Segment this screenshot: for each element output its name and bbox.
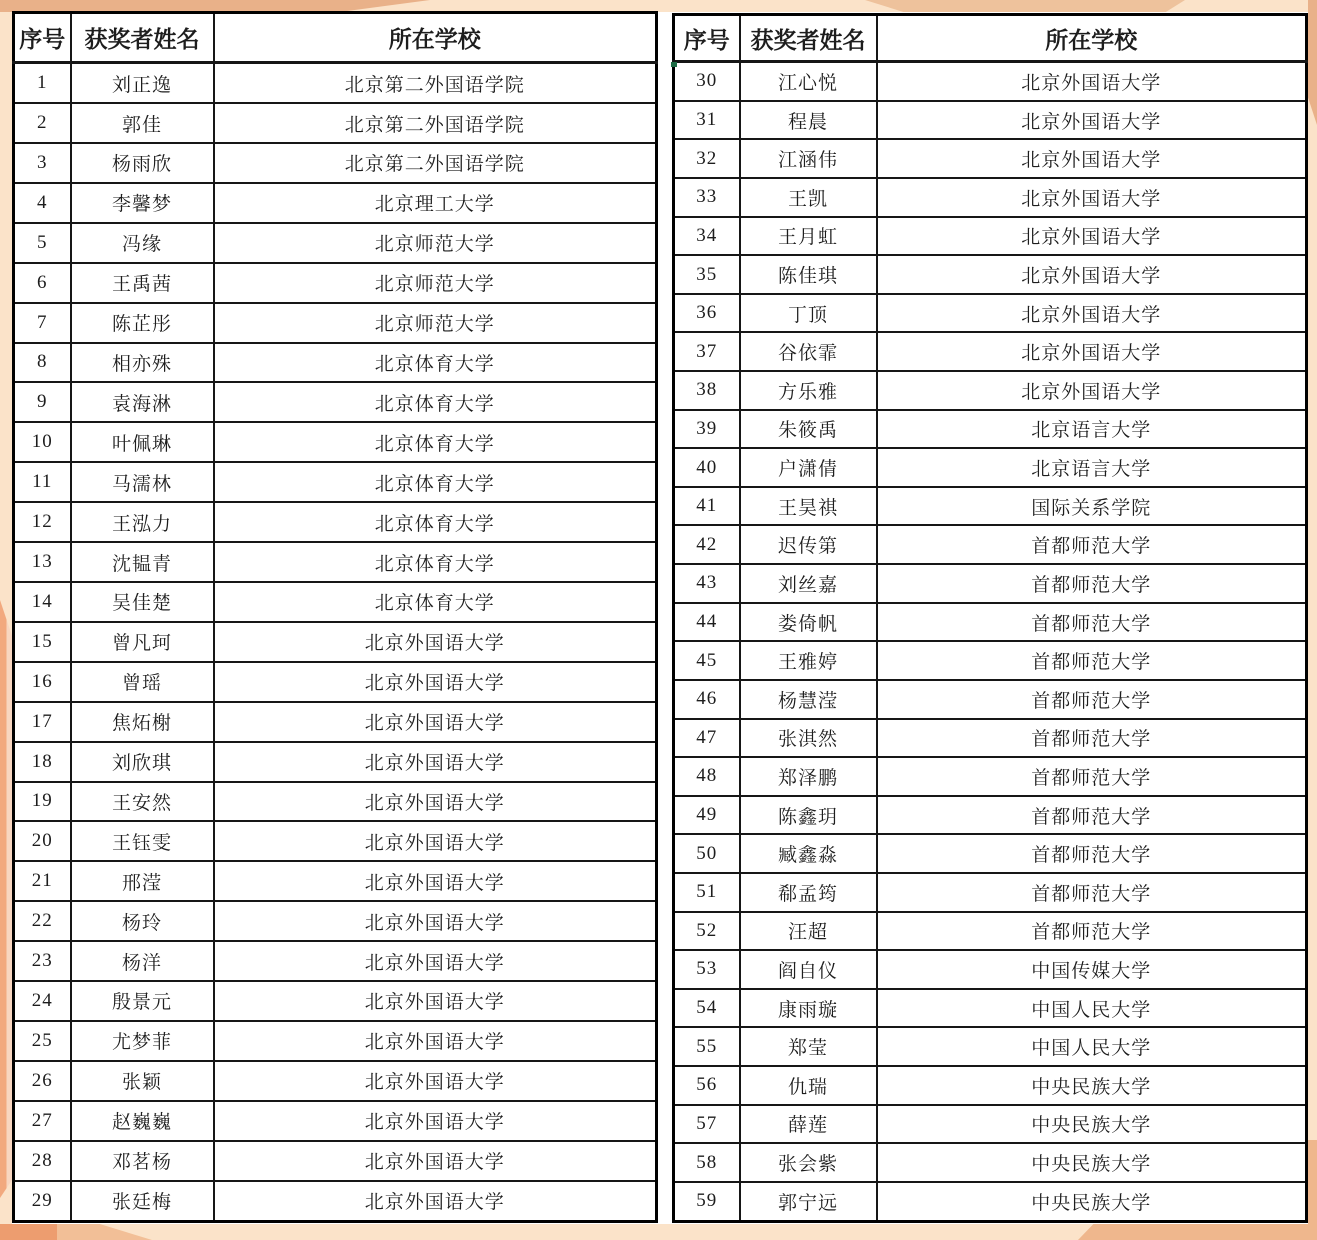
winner-name-cell: 杨玲 (71, 901, 214, 941)
row-number-cell: 28 (14, 1141, 71, 1181)
table-row (14, 542, 657, 582)
school-cell: 首都师范大学 (877, 873, 1307, 912)
school-cell: 北京外国语大学 (214, 622, 657, 662)
school-cell: 北京外国语大学 (214, 1181, 657, 1222)
table-row (14, 63, 657, 104)
school-cell: 北京师范大学 (214, 223, 657, 263)
winner-name-cell: 焦炻榭 (71, 702, 214, 742)
school-cell: 首都师范大学 (877, 912, 1307, 951)
winner-name-cell: 王泓力 (71, 502, 214, 542)
table-row (674, 719, 1307, 758)
table-row (14, 502, 657, 542)
table-row (674, 487, 1307, 526)
row-number-cell: 2 (14, 103, 71, 143)
school-cell: 北京外国语大学 (214, 901, 657, 941)
table-row (674, 1143, 1307, 1182)
winner-name-cell: 张廷梅 (71, 1181, 214, 1222)
row-number-cell: 8 (14, 343, 71, 383)
winner-name-cell: 汪超 (740, 912, 877, 951)
table-row (14, 582, 657, 622)
row-number-cell: 30 (674, 62, 740, 101)
row-number-cell: 42 (674, 525, 740, 564)
school-cell: 北京外国语大学 (877, 101, 1307, 140)
row-number-cell: 16 (14, 662, 71, 702)
school-cell: 首都师范大学 (877, 525, 1307, 564)
row-number-cell: 36 (674, 294, 740, 333)
row-number-cell: 52 (674, 912, 740, 951)
school-cell: 北京外国语大学 (877, 294, 1307, 333)
school-cell: 北京外国语大学 (214, 1141, 657, 1181)
row-number-cell: 25 (14, 1021, 71, 1061)
school-cell: 北京体育大学 (214, 422, 657, 462)
row-number-cell: 41 (674, 487, 740, 526)
winner-name-cell: 张颖 (71, 1061, 214, 1101)
school-cell: 北京外国语大学 (214, 1101, 657, 1141)
table-row (674, 410, 1307, 449)
table-row (674, 139, 1307, 178)
school-cell: 北京外国语大学 (214, 821, 657, 861)
row-number-cell: 45 (674, 641, 740, 680)
table-row (674, 1027, 1307, 1066)
row-number-cell: 56 (674, 1066, 740, 1105)
winner-name-cell: 吴佳楚 (71, 582, 214, 622)
winner-name-cell: 郑莹 (740, 1027, 877, 1066)
row-number-cell: 22 (14, 901, 71, 941)
school-cell: 北京体育大学 (214, 502, 657, 542)
header-index: 序号 (14, 13, 71, 63)
winner-name-cell: 薛莲 (740, 1105, 877, 1144)
table-row (674, 1105, 1307, 1144)
row-number-cell: 15 (14, 622, 71, 662)
row-number-cell: 21 (14, 861, 71, 901)
school-cell: 北京体育大学 (214, 343, 657, 383)
table-row (14, 901, 657, 941)
winner-name-cell: 邓茗杨 (71, 1141, 214, 1181)
school-cell: 北京第二外国语学院 (214, 63, 657, 104)
table-row (674, 603, 1307, 642)
school-cell: 北京外国语大学 (214, 742, 657, 782)
school-cell: 北京外国语大学 (877, 139, 1307, 178)
winner-name-cell: 王凯 (740, 178, 877, 217)
row-number-cell: 38 (674, 371, 740, 410)
row-number-cell: 49 (674, 796, 740, 835)
table-row (674, 62, 1307, 101)
winners-table-left (12, 11, 658, 1223)
row-number-cell: 48 (674, 757, 740, 796)
table-row (14, 382, 657, 422)
table-row (674, 1066, 1307, 1105)
row-number-cell: 33 (674, 178, 740, 217)
winner-name-cell: 娄倚帆 (740, 603, 877, 642)
row-number-cell: 18 (14, 742, 71, 782)
row-number-cell: 51 (674, 873, 740, 912)
winner-name-cell: 陈佳琪 (740, 255, 877, 294)
winner-name-cell: 江心悦 (740, 62, 877, 101)
winner-name-cell: 臧鑫淼 (740, 834, 877, 873)
winner-name-cell: 杨雨欣 (71, 143, 214, 183)
school-cell: 北京外国语大学 (214, 702, 657, 742)
school-cell: 中国人民大学 (877, 989, 1307, 1028)
table-row (14, 143, 657, 183)
table-row (14, 1061, 657, 1101)
school-cell: 北京外国语大学 (214, 782, 657, 822)
school-cell: 北京外国语大学 (214, 1061, 657, 1101)
winner-name-cell: 杨洋 (71, 941, 214, 981)
winner-name-cell: 刘欣琪 (71, 742, 214, 782)
school-cell: 首都师范大学 (877, 757, 1307, 796)
row-number-cell: 4 (14, 183, 71, 223)
winner-name-cell: 刘丝嘉 (740, 564, 877, 603)
row-number-cell: 3 (14, 143, 71, 183)
winner-name-cell: 阎自仪 (740, 950, 877, 989)
school-cell: 北京第二外国语学院 (214, 143, 657, 183)
table-row (14, 462, 657, 502)
table-row (674, 525, 1307, 564)
winner-name-cell: 朱筱禹 (740, 410, 877, 449)
row-number-cell: 23 (14, 941, 71, 981)
row-number-cell: 37 (674, 332, 740, 371)
row-number-cell: 50 (674, 834, 740, 873)
winner-name-cell: 王钰雯 (71, 821, 214, 861)
winner-name-cell: 迟传第 (740, 525, 877, 564)
school-cell: 中国传媒大学 (877, 950, 1307, 989)
winner-name-cell: 殷景元 (71, 981, 214, 1021)
decor-wedge-bottom-right (1060, 1224, 1317, 1240)
winner-name-cell: 郭宁远 (740, 1182, 877, 1222)
header-row (14, 13, 657, 63)
table-row (14, 263, 657, 303)
school-cell: 北京外国语大学 (877, 217, 1307, 256)
row-number-cell: 34 (674, 217, 740, 256)
table-row (674, 448, 1307, 487)
winner-name-cell: 曾瑶 (71, 662, 214, 702)
school-cell: 北京外国语大学 (214, 941, 657, 981)
row-number-cell: 12 (14, 502, 71, 542)
header-winner-name: 获奖者姓名 (71, 13, 214, 63)
table-row (14, 821, 657, 861)
table-row (14, 183, 657, 223)
row-number-cell: 20 (14, 821, 71, 861)
school-cell: 北京外国语大学 (877, 332, 1307, 371)
winner-name-cell: 郭佳 (71, 103, 214, 143)
winner-name-cell: 郑泽鹏 (740, 757, 877, 796)
winner-name-cell: 曾凡珂 (71, 622, 214, 662)
winner-name-cell: 王禹茜 (71, 263, 214, 303)
winner-name-cell: 邢滢 (71, 861, 214, 901)
table-row (14, 223, 657, 263)
winner-name-cell: 户潇倩 (740, 448, 877, 487)
row-number-cell: 14 (14, 582, 71, 622)
school-cell: 国际关系学院 (877, 487, 1307, 526)
row-number-cell: 19 (14, 782, 71, 822)
school-cell: 中央民族大学 (877, 1182, 1307, 1222)
row-number-cell: 59 (674, 1182, 740, 1222)
school-cell: 中央民族大学 (877, 1066, 1307, 1105)
table-row (14, 103, 657, 143)
school-cell: 北京外国语大学 (877, 178, 1307, 217)
winner-name-cell: 叶佩琳 (71, 422, 214, 462)
row-number-cell: 31 (674, 101, 740, 140)
table-row (14, 343, 657, 383)
table-row (674, 332, 1307, 371)
table-row (14, 662, 657, 702)
frame-right-band (1308, 0, 1317, 1240)
school-cell: 北京语言大学 (877, 448, 1307, 487)
row-number-cell: 5 (14, 223, 71, 263)
row-number-cell: 13 (14, 542, 71, 582)
row-number-cell: 55 (674, 1027, 740, 1066)
school-cell: 首都师范大学 (877, 834, 1307, 873)
row-number-cell: 57 (674, 1105, 740, 1144)
school-cell: 北京外国语大学 (877, 371, 1307, 410)
table-row (674, 757, 1307, 796)
header-school: 所在学校 (214, 13, 657, 63)
row-number-cell: 47 (674, 719, 740, 758)
school-cell: 首都师范大学 (877, 603, 1307, 642)
header-index: 序号 (674, 15, 740, 62)
row-number-cell: 17 (14, 702, 71, 742)
table-row (674, 641, 1307, 680)
table-row (674, 294, 1307, 333)
row-number-cell: 43 (674, 564, 740, 603)
winner-name-cell: 江涵伟 (740, 139, 877, 178)
winner-name-cell: 相亦殊 (71, 343, 214, 383)
school-cell: 北京外国语大学 (214, 981, 657, 1021)
table-row (14, 941, 657, 981)
school-cell: 首都师范大学 (877, 680, 1307, 719)
school-cell: 北京外国语大学 (877, 255, 1307, 294)
table-row (674, 834, 1307, 873)
table-row (14, 861, 657, 901)
table-row (14, 782, 657, 822)
winner-name-cell: 陈鑫玥 (740, 796, 877, 835)
winners-table-right (672, 13, 1308, 1223)
winner-name-cell: 刘正逸 (71, 63, 214, 104)
table-row (674, 873, 1307, 912)
school-cell: 北京体育大学 (214, 582, 657, 622)
school-cell: 中国人民大学 (877, 1027, 1307, 1066)
winner-name-cell: 袁海淋 (71, 382, 214, 422)
table-row (674, 255, 1307, 294)
row-number-cell: 7 (14, 303, 71, 343)
header-row (674, 15, 1307, 62)
school-cell: 北京语言大学 (877, 410, 1307, 449)
row-number-cell: 32 (674, 139, 740, 178)
school-cell: 中央民族大学 (877, 1143, 1307, 1182)
table-row (674, 371, 1307, 410)
table-row (674, 564, 1307, 603)
table-row (674, 1182, 1307, 1222)
table-row (674, 217, 1307, 256)
row-number-cell: 26 (14, 1061, 71, 1101)
table-row (674, 989, 1307, 1028)
table-row (14, 981, 657, 1021)
winner-name-cell: 方乐雅 (740, 371, 877, 410)
winner-name-cell: 尤梦菲 (71, 1021, 214, 1061)
row-number-cell: 10 (14, 422, 71, 462)
school-cell: 北京体育大学 (214, 462, 657, 502)
school-cell: 首都师范大学 (877, 719, 1307, 758)
table-row (674, 796, 1307, 835)
school-cell: 北京外国语大学 (214, 1021, 657, 1061)
green-selection-marker (671, 62, 677, 67)
school-cell: 中央民族大学 (877, 1105, 1307, 1144)
table-row (14, 1021, 657, 1061)
winner-name-cell: 程晨 (740, 101, 877, 140)
row-number-cell: 44 (674, 603, 740, 642)
row-number-cell: 29 (14, 1181, 71, 1222)
school-cell: 北京体育大学 (214, 382, 657, 422)
row-number-cell: 6 (14, 263, 71, 303)
decor-accent-left (0, 600, 12, 1198)
table-row (674, 680, 1307, 719)
table-row (674, 178, 1307, 217)
table-row (14, 1141, 657, 1181)
winner-name-cell: 陈芷彤 (71, 303, 214, 343)
table-row (14, 742, 657, 782)
school-cell: 首都师范大学 (877, 796, 1307, 835)
table-row (14, 1181, 657, 1222)
winner-name-cell: 丁顶 (740, 294, 877, 333)
row-number-cell: 11 (14, 462, 71, 502)
winner-name-cell: 谷依霏 (740, 332, 877, 371)
table-row (14, 1101, 657, 1141)
table-row (14, 702, 657, 742)
school-cell: 北京外国语大学 (877, 62, 1307, 101)
decor-wedge-top-mid (865, 0, 1185, 12)
school-cell: 北京体育大学 (214, 542, 657, 582)
table-row (14, 303, 657, 343)
row-number-cell: 40 (674, 448, 740, 487)
decor-wedge-bottom-left (0, 1224, 57, 1240)
winner-name-cell: 康雨璇 (740, 989, 877, 1028)
table-row (14, 422, 657, 462)
row-number-cell: 9 (14, 382, 71, 422)
table-row (674, 950, 1307, 989)
school-cell: 北京外国语大学 (214, 861, 657, 901)
decor-accent-right-bottom (1308, 1140, 1317, 1230)
winner-name-cell: 王昊祺 (740, 487, 877, 526)
row-number-cell: 46 (674, 680, 740, 719)
row-number-cell: 53 (674, 950, 740, 989)
row-number-cell: 39 (674, 410, 740, 449)
table-row (14, 622, 657, 662)
winner-name-cell: 王月虹 (740, 217, 877, 256)
school-cell: 北京第二外国语学院 (214, 103, 657, 143)
school-cell: 北京外国语大学 (214, 662, 657, 702)
winner-name-cell: 李馨梦 (71, 183, 214, 223)
winner-name-cell: 张淇然 (740, 719, 877, 758)
row-number-cell: 54 (674, 989, 740, 1028)
school-cell: 北京师范大学 (214, 303, 657, 343)
school-cell: 首都师范大学 (877, 641, 1307, 680)
school-cell: 首都师范大学 (877, 564, 1307, 603)
winner-name-cell: 王安然 (71, 782, 214, 822)
winner-name-cell: 张会紫 (740, 1143, 877, 1182)
winner-name-cell: 冯缘 (71, 223, 214, 263)
school-cell: 北京理工大学 (214, 183, 657, 223)
winner-name-cell: 王雅婷 (740, 641, 877, 680)
header-winner-name: 获奖者姓名 (740, 15, 877, 62)
table-row (674, 101, 1307, 140)
header-school: 所在学校 (877, 15, 1307, 62)
row-number-cell: 58 (674, 1143, 740, 1182)
winner-name-cell: 郗孟筠 (740, 873, 877, 912)
school-cell: 北京师范大学 (214, 263, 657, 303)
winner-name-cell: 沈韫青 (71, 542, 214, 582)
row-number-cell: 1 (14, 63, 71, 104)
winner-name-cell: 杨慧滢 (740, 680, 877, 719)
row-number-cell: 35 (674, 255, 740, 294)
table-row (674, 912, 1307, 951)
row-number-cell: 24 (14, 981, 71, 1021)
row-number-cell: 27 (14, 1101, 71, 1141)
winner-name-cell: 马濡林 (71, 462, 214, 502)
winner-name-cell: 赵巍巍 (71, 1101, 214, 1141)
winner-name-cell: 仇瑞 (740, 1066, 877, 1105)
